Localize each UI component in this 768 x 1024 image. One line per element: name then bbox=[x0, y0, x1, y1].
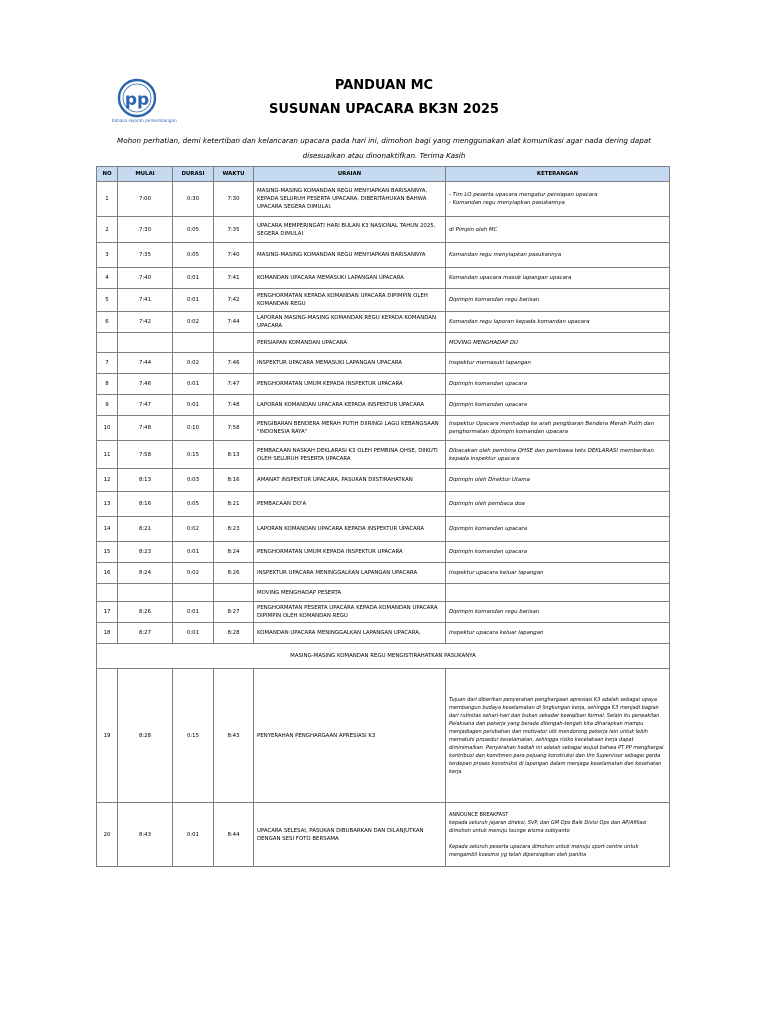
cell-no: 13 bbox=[97, 492, 118, 517]
table-row bbox=[97, 182, 670, 217]
announce-participants: Kepada seluruh peserta upacara dimohon untuk menuju sport centre untuk mengambil koesmsi yg telah dipersiapkan oleh panitia bbox=[449, 843, 639, 858]
cell-durasi: 0:01 bbox=[173, 395, 214, 416]
table-row bbox=[97, 312, 670, 333]
cell-durasi: 0:02 bbox=[173, 563, 214, 584]
cell-keterangan: Inspektur upacara keluar lapangan bbox=[446, 623, 670, 644]
cell-keterangan: Dipimpin oleh Direktur Utama bbox=[446, 469, 670, 492]
logo-text: pp bbox=[124, 90, 150, 110]
cell-keterangan: Dipimpin komandan regu barisan bbox=[446, 289, 670, 312]
col-uraian: URAIAN bbox=[254, 167, 446, 182]
cell-waktu: 7:35 bbox=[214, 217, 254, 243]
cell-no bbox=[97, 333, 118, 353]
cell-mulai: 7:46 bbox=[118, 374, 173, 395]
cell-durasi: 0:02 bbox=[173, 517, 214, 542]
table-row bbox=[97, 563, 670, 584]
cell-waktu: 8:43 bbox=[214, 669, 254, 803]
cell-durasi: 0:05 bbox=[173, 217, 214, 243]
cell-waktu: 8:44 bbox=[214, 803, 254, 867]
cell-keterangan bbox=[446, 803, 670, 867]
cell-keterangan: Dibacakan oleh pembina QHSE dan pembawa teks DEKLARASI memberikan kepada inspektur upacara bbox=[446, 441, 670, 469]
cell-mulai: 7:58 bbox=[118, 441, 173, 469]
cell-no: 6 bbox=[97, 312, 118, 333]
cell-uraian: MASING-MASING KOMANDAN REGU MENYIAPKAN BARISANNYA, KEPADA SELURUH PESERTA UPACARA, DIBERITAHUKAN BAHWA UPACARA SEGERA DIMULAI. bbox=[254, 182, 446, 217]
cell-no: 16 bbox=[97, 563, 118, 584]
cell-durasi: 0:01 bbox=[173, 374, 214, 395]
cell-durasi: 0:01 bbox=[173, 542, 214, 563]
cell-uraian: PENGHORMATAN UMUM KEPADA INSPEKTUR UPACARA bbox=[254, 374, 446, 395]
table-row bbox=[97, 374, 670, 395]
cell-uraian: UPACARA MEMPERINGATI HARI BULAN K3 NASIONAL TAHUN 2025, SEGERA DIMULAI bbox=[254, 217, 446, 243]
table-row bbox=[97, 602, 670, 623]
cell-keterangan: Komandan regu laporan kepada komandan upacara bbox=[446, 312, 670, 333]
table-row bbox=[97, 669, 670, 803]
cell-no: 9 bbox=[97, 395, 118, 416]
cell-mulai: 7:30 bbox=[118, 217, 173, 243]
table-row bbox=[97, 542, 670, 563]
cell-no: 5 bbox=[97, 289, 118, 312]
cell-durasi: 0:01 bbox=[173, 268, 214, 289]
table-row bbox=[97, 623, 670, 644]
table-row bbox=[97, 803, 670, 867]
table-row bbox=[97, 517, 670, 542]
cell-waktu: 7:41 bbox=[214, 268, 254, 289]
cell-uraian: MASING-MASING KOMANDAN REGU MENYIAPKAN BARISANNYA bbox=[254, 243, 446, 268]
cell-keterangan: - Tim LO peserta upacara mengatur persiapan upacara - Komandan regu menyiapkan pasukannya bbox=[446, 182, 670, 217]
table-header-row bbox=[97, 167, 670, 182]
cell-durasi: 0:03 bbox=[173, 469, 214, 492]
cell-durasi: 0:15 bbox=[173, 441, 214, 469]
cell-no: 17 bbox=[97, 602, 118, 623]
cell-waktu: 7:47 bbox=[214, 374, 254, 395]
cell-uraian: MOVING MENGHADAP PESERTA bbox=[254, 584, 446, 602]
cell-waktu: 8:21 bbox=[214, 492, 254, 517]
cell-mulai: 7:41 bbox=[118, 289, 173, 312]
cell-waktu: 7:58 bbox=[214, 416, 254, 441]
cell-keterangan: Dipimpin oleh pembaca doa bbox=[446, 492, 670, 517]
col-durasi: DURASI bbox=[173, 167, 214, 182]
cell-uraian: PENGHORMATAN PESERTA UPACARA KEPADA KOMANDAN UPACARA DIPIMPIN OLEH KOMANDAN REGU bbox=[254, 602, 446, 623]
cell-uraian: UPACARA SELESAI, PASUKAN DIBUBARKAN DAN DILANJUTKAN DENGAN SESI FOTO BERSAMA bbox=[254, 803, 446, 867]
col-no: NO bbox=[97, 167, 118, 182]
cell-waktu bbox=[214, 333, 254, 353]
cell-uraian: INSPEKTUR UPACARA MEMASUKI LAPANGAN UPACARA bbox=[254, 353, 446, 374]
cell-keterangan: Inspektur Upacara menhadap ke arah pengibaran Bendera Merah Putih dan penghormatan dipimpin komandan upacara bbox=[446, 416, 670, 441]
cell-uraian: INSPEKTUR UPACARA MENINGGALKAN LAPANGAN UPACARA bbox=[254, 563, 446, 584]
cell-mulai: 7:00 bbox=[118, 182, 173, 217]
cell-mulai: 8:24 bbox=[118, 563, 173, 584]
cell-keterangan: Dipimpin komandan regu barisan bbox=[446, 602, 670, 623]
table-row bbox=[97, 416, 670, 441]
table-row bbox=[97, 395, 670, 416]
cell-waktu: 7:30 bbox=[214, 182, 254, 217]
table-row bbox=[97, 353, 670, 374]
cell-keterangan: MOVING MENGHADAP DU bbox=[446, 333, 670, 353]
table-row bbox=[97, 441, 670, 469]
col-keterangan: KETERANGAN bbox=[446, 167, 670, 182]
cell-mulai: 8:21 bbox=[118, 517, 173, 542]
cell-mulai: 7:48 bbox=[118, 416, 173, 441]
cell-uraian: LAPORAN MASING-MASING KOMANDAN REGU KEPADA KOMANDAN UPACARA bbox=[254, 312, 446, 333]
cell-mulai: 8:27 bbox=[118, 623, 173, 644]
announce-heading: ANNOUNCE BREAKFAST bbox=[449, 811, 509, 818]
cell-no: 8 bbox=[97, 374, 118, 395]
cell-mulai: 8:26 bbox=[118, 602, 173, 623]
table-row bbox=[97, 333, 670, 353]
notice-text: Mohon perhatian, demi ketertiban dan kelancaran upacara pada hari ini, dimohon bagi yang menggunakan alat komunikasi agar nada dering dapat disesuaikan atau dinonaktifkan. Terima Kasih bbox=[117, 136, 651, 160]
logo-caption: bahasa sejarah perkembangan bbox=[112, 118, 177, 123]
cell-mulai: 7:42 bbox=[118, 312, 173, 333]
cell-uraian: KOMANDAN UPACARA MEMASUKI LAPANGAN UPACARA bbox=[254, 268, 446, 289]
cell-mulai: 7:35 bbox=[118, 243, 173, 268]
cell-durasi: 0:15 bbox=[173, 669, 214, 803]
table-row bbox=[97, 289, 670, 312]
cell-mulai: 8:43 bbox=[118, 803, 173, 867]
cell-durasi: 0:02 bbox=[173, 312, 214, 333]
cell-waktu: 8:16 bbox=[214, 469, 254, 492]
cell-durasi: 0:30 bbox=[173, 182, 214, 217]
cell-no: 7 bbox=[97, 353, 118, 374]
cell-durasi bbox=[173, 333, 214, 353]
cell-no: 20 bbox=[97, 803, 118, 867]
cell-mulai: 8:16 bbox=[118, 492, 173, 517]
cell-waktu: 7:48 bbox=[214, 395, 254, 416]
cell-no: 12 bbox=[97, 469, 118, 492]
cell-waktu: 8:27 bbox=[214, 602, 254, 623]
cell-keterangan: Tujuan dari diberikan penyerahan penghargaan apresiasi K3 adalah sebagai upaya membangun budaya keselamatan di lingkungan kerja, sehingga K3 menjadi bagian dari rutinitas sehari-hari dan bukan sekadar kewajiban formal. Selain itu perwakilan Pelaksana dan pekerja yang berada ditengah-tengah kita diharapkan mampu menjadiagen perubahan dan motivator utk mendorong pekerja lain untuk lebih mematuhi prosedur keselamatan, sehingga risiko kecelakaan kerja dapat diminimalkan. Penyerahan hadiah ini adalah sebagai wujud bahwa PT PP menghargai kontribusi dan komitmen para pejuang konstruksi dan tim Supervisor sebagai garda terdepan proses konstruksi di lapangan dalam menjaga keselamatan dan kesehatan kerja bbox=[446, 669, 670, 803]
cell-uraian: PEMBACAAN NASKAH DEKLARASI K3 OLEH PEMBINA QHSE, DIIKUTI OLEH SELURUH PESERTA UPACARA bbox=[254, 441, 446, 469]
col-mulai: MULAI bbox=[118, 167, 173, 182]
cell-keterangan: Komandan regu menyiapkan pasukannya bbox=[446, 243, 670, 268]
cell-no: 2 bbox=[97, 217, 118, 243]
page-subtitle: SUSUNAN UPACARA BK3N 2025 bbox=[269, 102, 499, 117]
page-title: PANDUAN MC bbox=[334, 78, 434, 93]
cell-no: 15 bbox=[97, 542, 118, 563]
cell-uraian: LAPORAN KOMANDAN UPACARA KEPADA INSPEKTUR UPACARA bbox=[254, 395, 446, 416]
cell-keterangan: Dipimpin komandan upacara bbox=[446, 395, 670, 416]
cell-mulai: 8:23 bbox=[118, 542, 173, 563]
cell-mulai: 7:44 bbox=[118, 353, 173, 374]
announce-directors: kepada seluruh jajaran direksi, SVP, dan GM Ops Baik Divisi Ops dan AP/Afiliasi dimohon untuk menuju lounge wisma subiyanto bbox=[449, 819, 647, 834]
cell-waktu: 8:24 bbox=[214, 542, 254, 563]
cell-keterangan: di Pimpin oleh MC bbox=[446, 217, 670, 243]
table-row-span bbox=[97, 644, 670, 669]
cell-uraian: PENGHORMATAN UMUM KEPADA INSPEKTUR UPACARA bbox=[254, 542, 446, 563]
cell-keterangan bbox=[446, 584, 670, 602]
cell-waktu: 7:40 bbox=[214, 243, 254, 268]
cell-mulai: 8:13 bbox=[118, 469, 173, 492]
cell-no: 1 bbox=[97, 182, 118, 217]
cell-uraian: LAPORAN KOMANDAN UPACARA KEPADA INSPEKTUR UPACARA bbox=[254, 517, 446, 542]
cell-durasi: 0:01 bbox=[173, 623, 214, 644]
cell-uraian: PENGIBARAN BENDERA MERAH PUTIH DIIRINGI LAGU KEBANGSAAN "INDONESIA RAYA" bbox=[254, 416, 446, 441]
cell-uraian: PENGHORMATAN KEPADA KOMANDAN UPACARA DIPIMPIN OLEH KOMANDAN REGU bbox=[254, 289, 446, 312]
cell-waktu: 7:42 bbox=[214, 289, 254, 312]
cell-keterangan: Inspektur upacara keluar lapangan bbox=[446, 563, 670, 584]
cell-durasi bbox=[173, 584, 214, 602]
cell-no: 10 bbox=[97, 416, 118, 441]
cell-keterangan: Inspektur memasuki lapangan bbox=[446, 353, 670, 374]
cell-waktu: 8:13 bbox=[214, 441, 254, 469]
table-row bbox=[97, 469, 670, 492]
cell-uraian: AMANAT INSPEKTUR UPACARA, PASUKAN DIISTIRAHATKAN bbox=[254, 469, 446, 492]
col-waktu: WAKTU bbox=[214, 167, 254, 182]
table-row bbox=[97, 492, 670, 517]
cell-keterangan: Komandan upacara masuk lapangan upacara bbox=[446, 268, 670, 289]
cell-waktu: 8:28 bbox=[214, 623, 254, 644]
cell-mulai bbox=[118, 333, 173, 353]
cell-no: 3 bbox=[97, 243, 118, 268]
cell-no: 19 bbox=[97, 669, 118, 803]
cell-waktu: 8:23 bbox=[214, 517, 254, 542]
table-row bbox=[97, 268, 670, 289]
table-row bbox=[97, 217, 670, 243]
cell-keterangan: Dipimpin komandan upacara bbox=[446, 542, 670, 563]
cell-no bbox=[97, 584, 118, 602]
cell-mulai: 7:47 bbox=[118, 395, 173, 416]
cell-durasi: 0:01 bbox=[173, 803, 214, 867]
cell-durasi: 0:10 bbox=[173, 416, 214, 441]
cell-durasi: 0:02 bbox=[173, 353, 214, 374]
schedule-table bbox=[96, 166, 670, 867]
cell-uraian: KOMANDAN UPACARA MENINGGALKAN LAPANGAN UPACARA, bbox=[254, 623, 446, 644]
cell-uraian: PERSIAPAN KOMANDAN UPACARA bbox=[254, 333, 446, 353]
cell-no: 14 bbox=[97, 517, 118, 542]
cell-waktu bbox=[214, 584, 254, 602]
cell-keterangan: Dipimpin komandan upacara bbox=[446, 374, 670, 395]
cell-uraian: PENYERAHAN PENGHARGAAN APRESIASI K3 bbox=[254, 669, 446, 803]
cell-keterangan: Dipimpin komandan upacara bbox=[446, 517, 670, 542]
cell-no: 11 bbox=[97, 441, 118, 469]
cell-uraian: PEMBACAAN DO'A bbox=[254, 492, 446, 517]
cell-no: 18 bbox=[97, 623, 118, 644]
cell-durasi: 0:05 bbox=[173, 243, 214, 268]
cell-durasi: 0:05 bbox=[173, 492, 214, 517]
cell-waktu: 7:46 bbox=[214, 353, 254, 374]
cell-no: 4 bbox=[97, 268, 118, 289]
cell-mulai: 8:28 bbox=[118, 669, 173, 803]
cell-mulai: 7:40 bbox=[118, 268, 173, 289]
span-row-text: MASING-MASING KOMANDAN REGU MENGISTIRAHATKAN PASUKANYA bbox=[97, 644, 670, 669]
cell-waktu: 7:44 bbox=[214, 312, 254, 333]
table-row bbox=[97, 584, 670, 602]
cell-waktu: 8:26 bbox=[214, 563, 254, 584]
table-row bbox=[97, 243, 670, 268]
cell-durasi: 0:01 bbox=[173, 602, 214, 623]
cell-mulai bbox=[118, 584, 173, 602]
cell-durasi: 0:01 bbox=[173, 289, 214, 312]
